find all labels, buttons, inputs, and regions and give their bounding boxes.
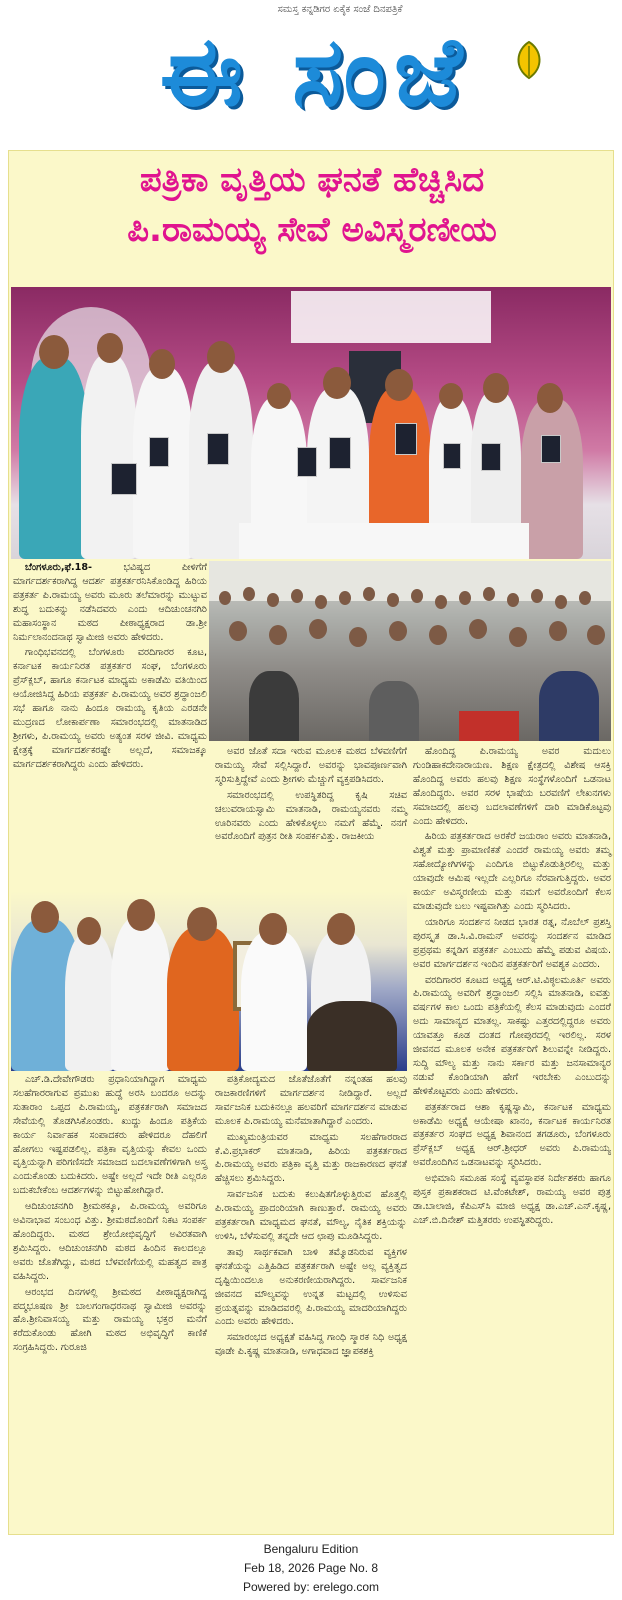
dateline: ಬೆಂಗಳೂರು,ಫೆ.18- — [25, 562, 92, 573]
column-1-top — [13, 561, 207, 889]
leaf-icon — [512, 40, 546, 80]
tribute-photo — [11, 891, 407, 1071]
paragraph: ಮುಖ್ಯಮಂತ್ರಿಯವರ ಮಾಧ್ಯಮ ಸಲಹೆಗಾರರಾದ ಕೆ.ವಿ.ಪ್ರಭಾಕರ್ ಮಾತನಾಡಿ, ಹಿರಿಯ ಪತ್ರಕರ್ತರಾದ ಪಿ.ರಾಮಯ್ಯ ಅವರು ಪತ್ರಿಕಾ ವೃತ್ತಿ ಮತ್ತು ರಾಜಕಾರಣದ ಘನತೆ ಹೆಚ್ಚಿಸಲು ಶ್ರಮಿಸಿದ್ದರು. — [215, 1131, 407, 1185]
paragraph: ಪತ್ರಕರ್ತರಾದ ಆಶಾ ಕೃಷ್ಣಸ್ವಾಮಿ, ಕರ್ನಾಟಕ ಮಾಧ್ಯಮ ಅಕಾಡೆಮಿ ಅಧ್ಯಕ್ಷೆ ಆಯೇಷಾ ಖಾನಂ, ಕರ್ನಾಟಕ ಕಾರ್ಯನಿರತ ಪತ್ರಕರ್ತರ ಸಂಘದ ಅಧ್ಯಕ್ಷ ಶಿವಾನಂದ ತಗಡೂರು, ಬೆಂಗಳೂರು ಪ್ರೆಸ್‌ಕ್ಲಬ್ ಅಧ್ಯಕ್ಷ ಆರ್.ಶ್ರೀಧರ್ ಅವರು ಪಿ.ರಾಮಯ್ಯ ಅವರೊಂದಿಗಿನ ಒಡನಾಟವನ್ನು ಸ್ಮರಿಸಿದರು. — [413, 1101, 611, 1169]
column-1-bottom — [13, 1073, 207, 1533]
column-2-bottom — [215, 1073, 407, 1533]
paragraph: ಅಭಿಮಾನಿ ಸಮೂಹ ಸಂಸ್ಥೆ ವ್ಯವಸ್ಥಾಪಕ ನಿರ್ದೇಶಕರು ಹಾಗೂ ಪುಸ್ತಕ ಪ್ರಕಾಶಕರಾದ ಟಿ.ವೆಂಕಟೇಶ್, ರಾಮಯ್ಯ ಅವರ ಪುತ್ರ ಡಾ.ಬಾಲಾಜಿ, ಕೆಪಿಎಸ್‌ಸಿ ಮಾಜಿ ಅಧ್ಯಕ್ಷ ಡಾ.ಎಚ್.ಎನ್.ಕೃಷ್ಣ, ಎಚ್.ಬಿ.ದಿನೇಶ್ ಮತ್ತಿತರರು ಉಪಸ್ಥಿತರಿದ್ದರು. — [413, 1173, 611, 1226]
footer — [0, 1540, 622, 1597]
headline-line-1: ಪತ್ರಿಕಾ ವೃತ್ತಿಯ ಘನತೆ ಹೆಚ್ಚಿಸಿದ — [139, 160, 485, 200]
paragraph: ಆದಿಚುಂಚನಗಿರಿ ಶ್ರೀಮಠಕ್ಕೂ, ಪಿ.ರಾಮಯ್ಯ ಅವರಿಗೂ ಅವಿನಾಭಾವ ಸಂಬಂಧ ವಿತ್ತು. ಶ್ರೀಮಠದೊಂದಿಗೆ ನಿಕಟ ಸಂಪರ್ಕ ಹೊಂದಿದ್ದರು. ಮಠದ ಶ್ರೇಯೋಭಿವೃದ್ಧಿಗೆ ಅವಿರತವಾಗಿ ಶ್ರಮಿಸಿದ್ದರು. ಆದಿಚುಂಚನಗಿರಿ ಮಠದ ಹಿಂದಿನ ಕಾಲದಲ್ಲೂ ಅವರು ಜೊತೆಗಿದ್ದು, ಮಠದ ಬೆಳವಣಿಗೆಯಲ್ಲಿ ಮಹತ್ವದ ಪಾತ್ರ ವಹಿಸಿದ್ದರು. — [13, 1201, 207, 1282]
edition-label: Bengaluru Edition — [263, 1542, 359, 1556]
paragraph: ಗಾಂಧಿಭವನದಲ್ಲಿ ಬೆಂಗಳೂರು ವರದಿಗಾರರ ಕೂಟ, ಕರ್ನಾಟಕ ಕಾರ್ಯನಿರತ ಪತ್ರಕರ್ತರ ಸಂಘ, ಬೆಂಗಳೂರು ಪ್ರೆಸ್‌ಕ್ಲಬ್, ಹಾಗೂ ಕರ್ನಾಟಕ ಮಾಧ್ಯಮ ಅಕಾಡೆಮಿ ವತಿಯಿಂದ ಆಯೋಜಿಸಿದ್ದ ಹಿರಿಯ ಪತ್ರಕರ್ತ ಪಿ.ರಾಮಯ್ಯ ಅವರ ಶ್ರದ್ಧಾಂಜಲಿ ಸಭೆ ಹಾಗೂ ನಾನು ಹಿಂದೂ ರಾಮಯ್ಯ ಕೃತಿಯ ಎರಡನೇ ಮುದ್ರಣದ ಲೋಕಾರ್ಪಣಾ ಸಮಾರಂಭದಲ್ಲಿ ಮಾತನಾಡಿದ ಶ್ರೀಗಳು, ಪಿ.ರಾಮಯ್ಯ ಅವರು ಅತ್ಯಂತ ಸರಳ ಜೀವಿ. ಮಾಧ್ಯಮ ಕ್ಷೇತ್ರಕ್ಕೆ ಮಾರ್ಗದರ್ಶಕರಷ್ಟೇ ಅಲ್ಲದೆ, ಸಮಾಜಕ್ಕೂ ಮಾರ್ಗದರ್ಶಕರಾಗಿದ್ದರು ಎಂದು ಹೇಳಿದರು. — [13, 647, 207, 770]
masthead — [0, 0, 622, 145]
column-3 — [413, 745, 611, 1533]
paragraph: ಸಮಾರಂಭದಲ್ಲಿ ಉಪಸ್ಥಿತರಿದ್ದ ಕೃಷಿ ಸಚಿವ ಚಲುವರಾಯಸ್ವಾಮಿ ಮಾತನಾಡಿ, ರಾಮಯ್ಯನವರು ನಮ್ಮ ಊರಿನವರು ಎಂದು ಹೇಳಿಕೊಳ್ಳಲು ನಮಗೆ ಹೆಮ್ಮೆ. ನನಗೆ ಅವರೊಂದಿಗೆ ಪುತ್ರನ ರೀತಿ ಸಂಪರ್ಕವಿತ್ತು. ರಾಜಕೀಯ — [215, 789, 407, 843]
paragraph: ಹೊಂದಿದ್ದ ಪಿ.ರಾಮಯ್ಯ ಅವರ ಮದುಲು ಗುಂಡಿಹಾಕದೇನಾರಾಯಣ. ಶಿಕ್ಷಣ ಕ್ಷೇತ್ರದಲ್ಲಿ ವಿಶೇಷ ಆಸಕ್ತಿ ಹೊಂದಿದ್ದ ಅವರು ಹಲವು ಶಿಕ್ಷಣ ಸಂಸ್ಥೆಗಳೊಂದಿಗೆ ಒಡನಾಟ ಹೊಂದಿದ್ದರು. ಅವರ ಸರಳ ಭಾಷೆಯ ಬರವಣಿಗೆ ಲೇಖನಗಳು ಸಮಾಜದಲ್ಲಿ ಹಲವು ಬದಲಾವಣೆಗಳಿಗೆ ದಾರಿ ಮಾಡಿಕೊಟ್ಟವು ಎಂದು ಹೇಳಿದರು. — [413, 746, 611, 827]
paragraph: ಹಿರಿಯ ಪತ್ರಕರ್ತರಾದ ಅರಕೆರೆ ಜಯರಾಂ ಅವರು ಮಾತನಾಡಿ, ವಿಶ್ವತೆ ಮತ್ತು ಪ್ರಾಮಾಣಿಕತೆ ಎಂದರೆ ರಾಮಯ್ಯ ಅವರು ತಮ್ಮ ಸಹೋದ್ಯೋಗಿಗಳನ್ನು ಎಂದಿಗೂ ಬಿಟ್ಟುಕೊಡುತ್ತಿರಲಿಲ್ಲ ಮತ್ತು ಯಾವುದೇ ಆಮಿಷ ಇಲ್ಲದೇ ಎಲ್ಲರಿಗೂ ನೆರವಾಗುತ್ತಿದ್ದರು. ಅವರ ಕಾರ್ಯ ಅವಿಸ್ಮರಣೀಯ ಮತ್ತು ನಮಗೆ ಅವರೊಂದಿಗೆ ಕೆಲಸ ಮಾಡುವುದೇ ಬಲು ಇಷ್ಟವಾಗಿತ್ತು ಎಂದು ಸ್ಮರಿಸಿದರು. — [413, 831, 611, 912]
paragraph: ಸಾರ್ವಜನಿಕ ಬದುಕು ಕಲುಷಿತಗೊಳ್ಳುತ್ತಿರುವ ಹೊತ್ತಲ್ಲಿ ಪಿ.ರಾಮಯ್ಯ ಪ್ರಾದಂರಿಯಾಗಿ ಕಾಣುತ್ತಾರೆ. ರಾಮಯ್ಯ ಅವರು ಪತ್ರಕರ್ತರಾಗಿ ಮಾಧ್ಯಮದ ಘನತೆ, ಮೌಲ್ಯ, ನೈತಿಕ ಶಕ್ತಿಯನ್ನು ಉಳಿಸಿ, ಬೆಳೆಸುವಲ್ಲಿ ತನ್ನದೇ ಆದ ಛಾಪು ಮೂಡಿಸಿದ್ದರು. — [215, 1189, 407, 1242]
paragraph: ಭವಿಷ್ಯದ ಪೀಳಿಗೆಗೆ ಮಾರ್ಗದರ್ಶಕರಾಗಿದ್ದ ಆದರ್ಶ ಪತ್ರಕರ್ತರನಿಸಿಕೊಂಡಿದ್ದ ಹಿರಿಯ ಪತ್ರಕರ್ತ ಪಿ.ರಾಮಯ್ಯ ಅವರು ಮೂರು ತಲೆಮಾರನ್ನು ಮುಟ್ಟುವ ಶುದ್ಧ ಬದುಕನ್ನು ನಡೆಸಿದವರು ಎಂದು ಆದಿಚುಂಚನಗಿರಿ ಮಹಾಸಂಸ್ಥಾನ ಮಠದ ಪೀಠಾಧ್ಯಕ್ಷರಾದ ಡಾ.ಶ್ರೀ ನಿರ್ಮಲಾನಂದನಾಥ ಸ್ವಾಮೀಜಿ ಅವರು ಹೇಳಿದರು. — [13, 562, 207, 643]
paragraph: ವರದಿಗಾರರ ಕೂಟದ ಅಧ್ಯಕ್ಷ ಆರ್.ಟಿ.ವಿಠ್ಠಲಮೂರ್ತಿ ಅವರು ಪಿ.ರಾಮಯ್ಯ ಅವರಿಗೆ ಶ್ರದ್ಧಾಂಜಲಿ ಸಲ್ಲಿಸಿ ಮಾತನಾಡಿ, ಐವತ್ತು ವರ್ಷಗಳ ಕಾಲ ಒಂದು ಪತ್ರಿಕೆಯಲ್ಲಿ ಕೆಲಸ ಮಾಡುವುದು ಎಂದರೆ ಅದು ಸಾಮಾನ್ಯದ ಮಾತಲ್ಲ. ಸಾಕಷ್ಟು ಎತ್ತರದಲ್ಲಿದ್ದರೂ ಅವರು ಯಾವತ್ತೂ ಕೂಡ ದಂತದ ಗೋಪುರದಲ್ಲಿ ಇರಲಿಲ್ಲ. ಸರಳ ಜೀವನದ ಮೂಲಕ ಅನೇಕ ಪತ್ರಕರ್ತರಿಗೆ ಶಿಲುವನ್ನೇ ನೀಡಿದ್ದರು. ಸುದ್ದಿ ಮೌಲ್ಯ ಮತ್ತು ನಾನು ಸರ್ಕಾರ ಮತ್ತು ಜನಸಾಮಾನ್ಯರ ನಡುವೆ ಕೊಂಡಿಯಾಗಿ ಹೇಗೆ ಇರಬೇಕು ಎಂಬುದನ್ನು ಹೇಳಿಕೊಟ್ಟವರು ಎಂದು ಹೇಳಿದರು. — [413, 974, 611, 1097]
paragraph: ಪತ್ರಿಕೋದ್ಯಮದ ಜೊತೆಜೊತೆಗೆ ನನ್ನಂತಹ ಹಲವು ರಾಜಕಾರಣಿಗಳಿಗೆ ಮಾರ್ಗದರ್ಶನ ನೀಡಿದ್ದಾರೆ. ಅಲ್ಲದೆ ಸಾರ್ವಜನಿಕ ಬದುಕಿನಲ್ಲೂ ಹಲವರಿಗೆ ಮಾರ್ಗದರ್ಶನ ಮಾಡುವ ಮೂಲಕ ಪಿ.ರಾಮಯ್ಯ ಮನೆಮಾತಾಗಿದ್ದಾರೆ ಎಂದರು. — [215, 1074, 407, 1127]
paragraph: ಆರಂಭದ ದಿನಗಳಲ್ಲಿ ಶ್ರೀಮಠದ ಪೀಠಾಧ್ಯಕ್ಷರಾಗಿದ್ದ ಪದ್ಮಭೂಷಣ ಶ್ರೀ ಬಾಲಗಂಗಾಧರನಾಥ ಸ್ವಾಮೀಜಿ ಅವರನ್ನು ಹೊ.ಶ್ರೀನಿವಾಸಯ್ಯ ಮತ್ತು ರಾಮಯ್ಯ ಭಕ್ತರ ಮನೆಗೆ ಕರೆದುಕೊಂಡು ಹೋಗಿ ಮಠದ ಅಭಿವೃದ್ಧಿಗೆ ಕಾಣಿಕೆ ಸಂಗ್ರಹಿಸಿದ್ದರು. ಗುರೂಜಿ — [13, 1286, 207, 1354]
newspaper-logo[interactable]: ಈ ಸಂಜೆ — [159, 16, 471, 128]
masthead-tagline: ಸಮಸ್ತ ಕನ್ನಡಿಗರ ಏಕೈಕ ಸಂಜೆ ದಿನಪತ್ರಿಕೆ — [277, 4, 403, 15]
paragraph: ಯಾರಿಗೂ ಸಂದರ್ಶನ ನೀಡದ ಭಾರತ ರತ್ನ, ನೊಬೆಲ್ ಪ್ರಶಸ್ತಿ ಪುರಸ್ಕೃತ ಡಾ.ಸಿ.ವಿ.ರಾಮನ್ ಅವರನ್ನು ಸಂದರ್ಶನ ಮಾಡಿದ ಪ್ರಪ್ರಥಮ ಕನ್ನಡಿಗ ಪತ್ರಕರ್ತ ಎಂಬುದು ಹೆಮ್ಮೆ ಪಡುವ ವಿಷಯ. ಅವರ ಮಾರ್ಗದರ್ಶನ ಇಂದಿನ ಪತ್ರಕರ್ತರಿಗೆ ಅವಶ್ಯಕ ಎಂದರು. — [413, 916, 611, 970]
paragraph: ಸಮಾರಂಭದ ಅಧ್ಯಕ್ಷತೆ ವಹಿಸಿದ್ದ ಗಾಂಧಿ ಸ್ಮಾರಕ ನಿಧಿ ಅಧ್ಯಕ್ಷ ವೂಡೇ ಪಿ.ಕೃಷ್ಣ ಮಾತನಾಡಿ, ಅಗಾಧವಾದ ಜ್ಞಾಪಕಶಕ್ತಿ — [215, 1332, 407, 1358]
book-release-photo — [11, 287, 611, 559]
headline-line-2: ಪಿ.ರಾಮಯ್ಯ ಸೇವೆ ಅವಿಸ್ಮರಣೀಯ — [127, 210, 497, 250]
news-clipping — [8, 150, 614, 1535]
paragraph: ಎಚ್.ಡಿ.ದೇವೇಗೌಡರು ಪ್ರಧಾನಿಯಾಗಿದ್ದಾಗ ಮಾಧ್ಯಮ ಸಲಹೆಗಾರರಾಗುವ ಪ್ರಮುಖ ಹುದ್ದೆ ಅರಸಿ ಬಂದರೂ ಅದನ್ನು ಸುತಾರಾಂ ಒಪ್ಪದ ಪಿ.ರಾಮಯ್ಯ, ಪತ್ರಕರ್ತರಾಗಿ ಸಮಾಜದ ಸೇವೆಯಲ್ಲಿ ತೊಡಗಿಸಿಕೊಂಡರು. ಖುದ್ದು ಹಿಂದೂ ಪತ್ರಿಕೆಯ ಕಾರ್ಯ ನಿರ್ವಾಹಕ ಸಂಪಾದಕರು ಹೇಳಿದರೂ ದೆಹಲಿಗೆ ಹೋಗಲು ಇಷ್ಟಪಡಲಿಲ್ಲ. ಪತ್ರಿಕಾ ವೃತ್ತಿಯನ್ನು ಕೇವಲ ಒಂದು ವೃತ್ತಿಯನ್ನಾಗಿ ಪರಿಗಣಿಸದೇ ಸಮಾಜದ ಬದಲಾವಣೆಗಳಿಗಾಗಿ ಅಸ್ತ್ರ ಎಂದುಕೊಂಡು ಬದುಕಿದರು. ಅಷ್ಟೇ ಅಲ್ಲದೆ ಇದೇ ರೀತಿ ಎಲ್ಲರೂ ಬದುಕಬೇಕೆಂಬ ಆದರ್ಶಗಳನ್ನು ಬಿಟ್ಟುಹೋಗಿದ್ದಾರೆ. — [13, 1074, 207, 1197]
column-2-top — [215, 745, 407, 888]
powered-by-link[interactable]: Powered by: erelego.com — [242, 1580, 380, 1594]
paragraph: ಅವರ ಜೊತೆ ಸದಾ ಇರುವ ಮೂಲಕ ಮಠದ ಬೆಳವಣಿಗೆಗೆ ರಾಮಯ್ಯ ಸೇವೆ ಸಲ್ಲಿಸಿದ್ದಾರೆ. ಅವರನ್ನು ಭಾವಪೂರ್ಣವಾಗಿ ಸ್ಮರಿಸುತ್ತಿದ್ದೇವೆ ಎಂದು ಶ್ರೀಗಳು ಮೆಚ್ಚುಗೆ ವ್ಯಕ್ತಪಡಿಸಿದರು. — [215, 746, 407, 785]
page-info: Feb 18, 2026 Page No. 8 — [243, 1561, 379, 1575]
audience-photo — [209, 561, 611, 741]
paragraph: ತಾವು ಸಾರ್ಥಕವಾಗಿ ಬಾಳಿ ತಮ್ಮೊಡನಿರುವ ವ್ಯಕ್ತಿಗಳ ಘನತೆಯನ್ನು ಎತ್ತಿಹಿಡಿದ ಪತ್ರಕರ್ತರಾಗಿ ಅಷ್ಟೇ ಅಲ್ಲ ವ್ಯಕ್ತಿತ್ವದ ದೃಷ್ಟಿಯಿಂದಲೂ ಅನುಕರಣೀಯರಾಗಿದ್ದರು. ಸಾರ್ವಜನಿಕ ಜೀವನದ ಮೌಲ್ಯವನ್ನು ಉನ್ನತ ಮಟ್ಟದಲ್ಲಿ ಉಳಿಸುವ ಪ್ರಯತ್ನವನ್ನು ಮಾಡಿದವರಲ್ಲಿ ಪಿ.ರಾಮಯ್ಯ ಮಾದರಿಯಾಗಿದ್ದರು ಎಂದು ಅವರು ಹೇಳಿದರು. — [215, 1246, 407, 1328]
headline — [9, 155, 615, 255]
